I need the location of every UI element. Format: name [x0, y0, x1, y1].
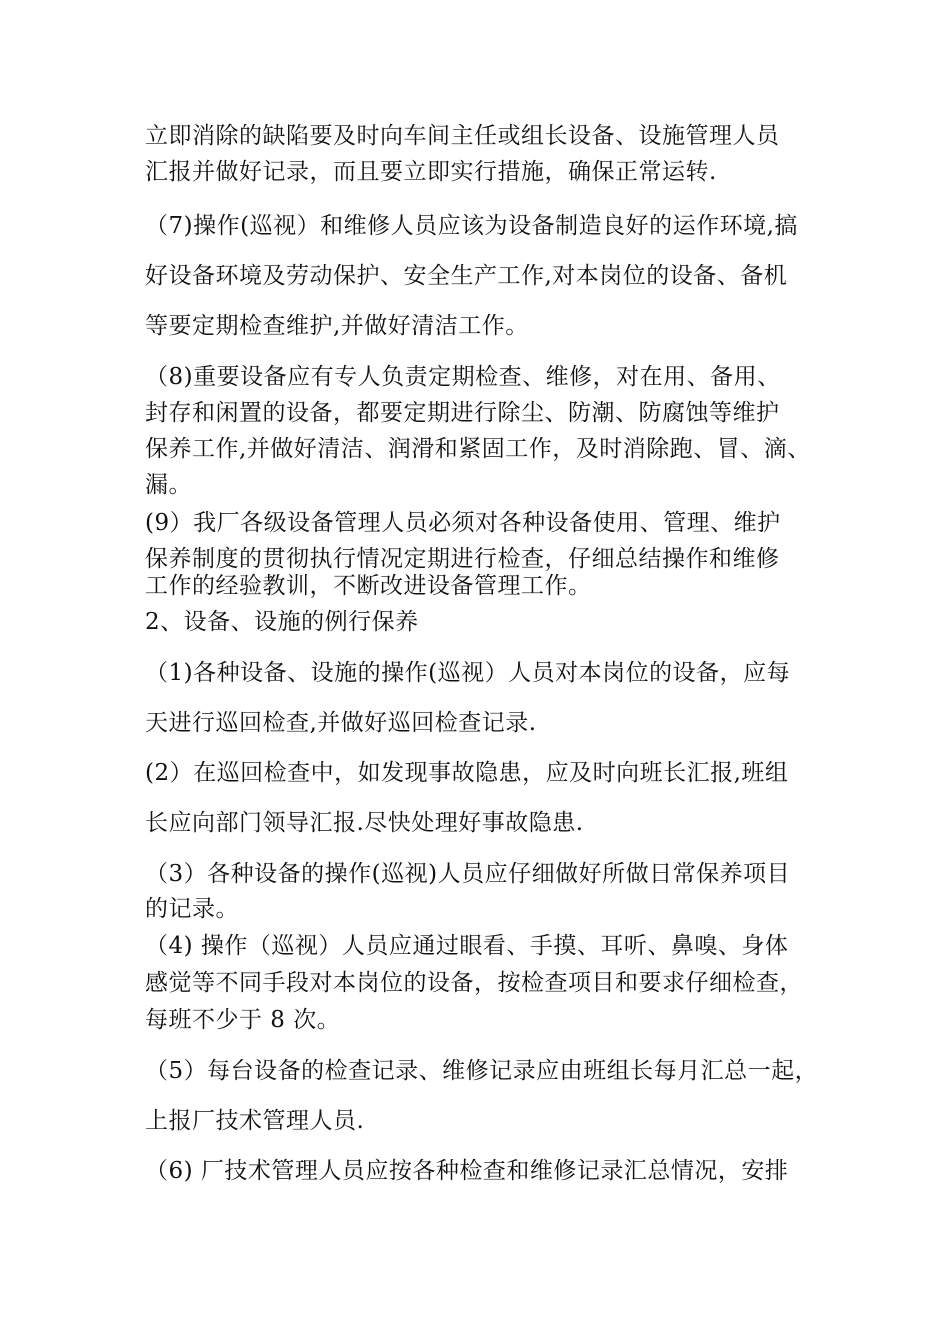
text-line: 封存和闲置的设备，都要定期进行除尘、防潮、防腐蚀等维护: [145, 400, 780, 426]
text-line: 保养工作,并做好清洁、润滑和紧固工作，及时消除跑、冒、滴、: [145, 436, 811, 462]
text-line: 每班不少于 8 次。: [145, 1007, 341, 1033]
text-line: (2）在巡回检查中，如发现事故隐患，应及时向班长汇报,班组: [145, 760, 789, 786]
text-line: 天进行巡回检查,并做好巡回检查记录.: [145, 710, 537, 736]
text-line: （1)各种设备、设施的操作(巡视）人员对本岗位的设备，应每: [145, 660, 791, 686]
text-line: 感觉等不同手段对本岗位的设备，按检查项目和要求仔细检查，: [145, 970, 803, 996]
text-line: (9）我厂各级设备管理人员必须对各种设备使用、管理、维护: [145, 510, 781, 536]
text-line: （5）每台设备的检查记录、维修记录应由班组长每月汇总一起，: [145, 1058, 819, 1084]
text-line: 上报厂技术管理人员.: [145, 1108, 365, 1134]
text-line: 保养制度的贯彻执行情况定期进行检查，仔细总结操作和维修: [145, 546, 780, 572]
text-line: 汇报并做好记录，而且要立即实行措施，确保正常运转.: [145, 159, 717, 185]
text-line: 等要定期检查维护,并做好清洁工作。: [145, 313, 529, 339]
text-line: 工作的经验教训，不断改进设备管理工作。: [145, 573, 592, 599]
section-heading: 2、设备、设施的例行保养: [145, 609, 419, 635]
text-line: 好设备环境及劳动保护、安全生产工作,对本岗位的设备、备机: [145, 263, 788, 289]
text-line: 漏。: [145, 472, 192, 498]
text-line: （4) 操作（巡视）人员应通过眼看、手摸、耳听、鼻嗅、身体: [145, 933, 789, 959]
text-line: （7)操作(巡视）和维修人员应该为设备制造良好的运作环境,搞: [145, 213, 798, 239]
text-line: （8)重要设备应有专人负责定期检查、维修，对在用、备用、: [145, 364, 781, 390]
text-line: 长应向部门领导汇报.尽快处理好事故隐患.: [145, 810, 584, 836]
text-line: 的记录。: [145, 896, 239, 922]
text-line: （6) 厂技术管理人员应按各种检查和维修记录汇总情况，安排: [145, 1158, 789, 1184]
text-line: （3）各种设备的操作(巡视)人员应仔细做好所做日常保养项目: [145, 861, 791, 887]
text-line: 立即消除的缺陷要及时向车间主任或组长设备、设施管理人员: [145, 123, 780, 149]
